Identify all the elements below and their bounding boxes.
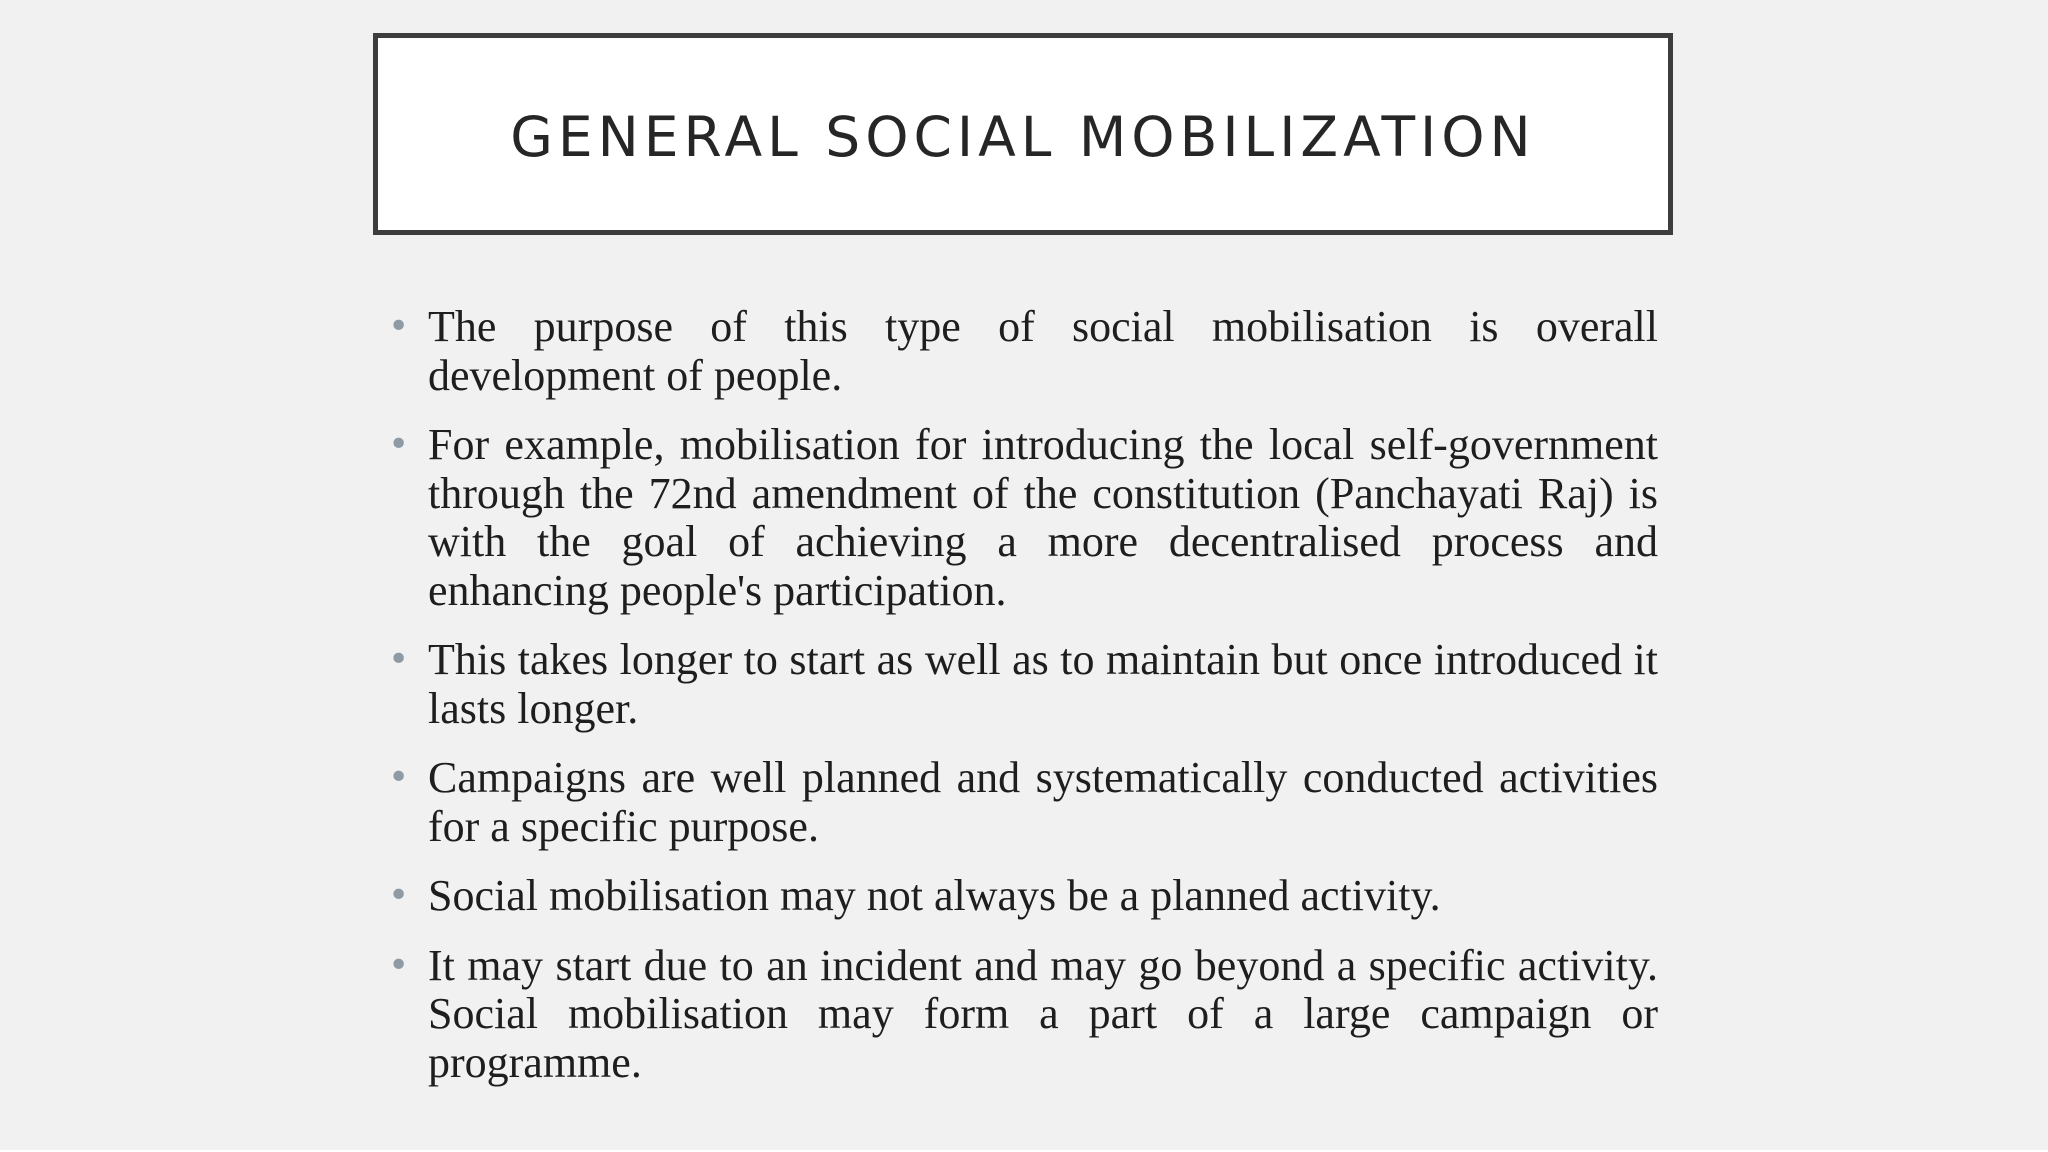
bullet-marker-icon: • — [388, 639, 410, 680]
bullet-item — [386, 872, 1658, 921]
bullet-item — [386, 754, 1658, 851]
bullet-marker-icon: • — [388, 306, 410, 347]
bullet-text: The purpose of this type of social mobilisation is overall development of people. — [428, 302, 1658, 400]
bullet-marker-icon: • — [388, 944, 410, 986]
title-box — [373, 33, 1673, 235]
bullet-text: Campaigns are well planned and systematically conducted activities for a specific purpose. — [428, 753, 1658, 851]
bullet-marker-icon: • — [388, 424, 410, 465]
bullet-text: It may start due to an incident and may go beyond a specific activity. Social mobilisation may form a part of a large campaign or programme. — [428, 940, 1658, 1087]
bullet-item — [386, 303, 1658, 400]
bullet-text: Social mobilisation may not always be a planned activity. — [428, 871, 1441, 920]
bullet-item — [386, 942, 1658, 1088]
bullet-marker-icon: • — [388, 757, 410, 798]
bullet-list — [386, 303, 1658, 1108]
bullet-text: For example, mobilisation for introducing the local self-government through the 72nd amendment of the constitution (Panchayati Raj) is with the goal of achieving a more decentralised process and enhancing people's participation. — [428, 420, 1658, 615]
slide-title: GENERAL SOCIAL MOBILIZATION — [510, 105, 1536, 169]
bullet-text: This takes longer to start as well as to maintain but once introduced it lasts longer. — [428, 635, 1658, 733]
bullet-item — [386, 421, 1658, 615]
bullet-item — [386, 636, 1658, 733]
bullet-marker-icon: • — [388, 875, 410, 916]
